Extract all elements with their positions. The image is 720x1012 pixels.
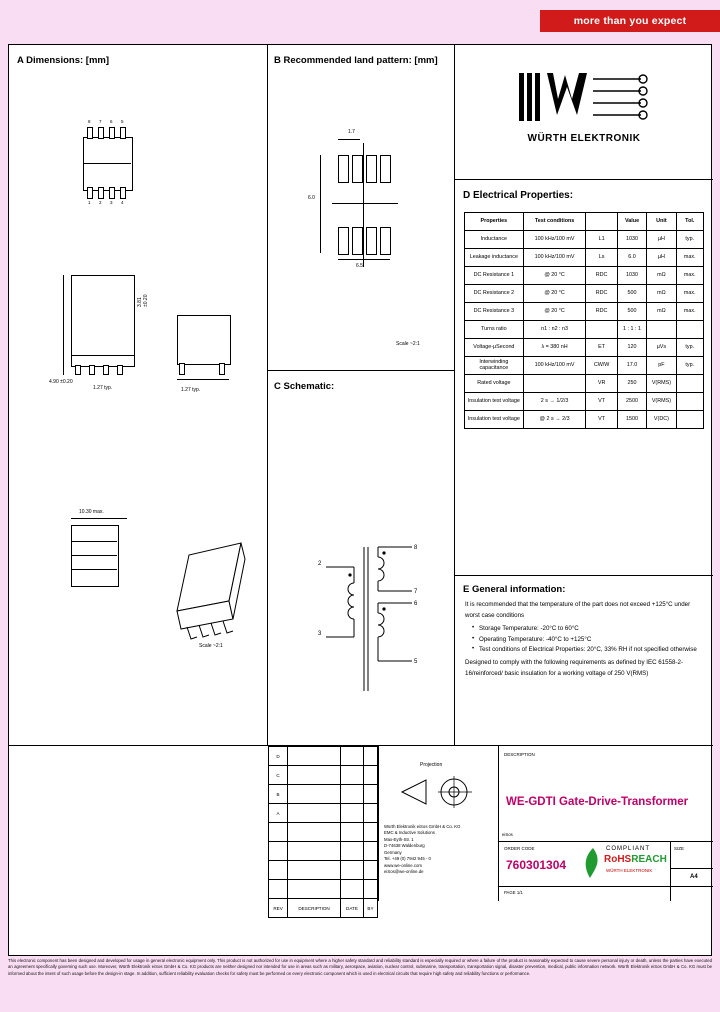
- pin: [89, 365, 95, 375]
- table-row: [269, 880, 378, 899]
- pin-number: 4: [121, 200, 124, 205]
- projection-symbol-icon: [396, 770, 480, 814]
- address-line: Würth Elektronik eiSos GmbH & Co. KG: [384, 824, 461, 829]
- th-value: Value: [617, 213, 646, 231]
- pin: [103, 365, 109, 375]
- rev-letter: [269, 842, 288, 861]
- rev-by: [363, 747, 377, 766]
- land-pad: [338, 227, 349, 255]
- address-line: Tel. +49 (0) 7942 945 - 0: [384, 856, 431, 862]
- cell-property: Voltage-μSecond: [465, 339, 524, 357]
- rev-date: [341, 861, 364, 880]
- dimension-label: 1.27 typ.: [181, 387, 201, 393]
- section-e-title: E General information:: [463, 584, 566, 595]
- divider: [498, 746, 499, 901]
- section-dimensions: [9, 45, 267, 745]
- cell-symbol: CW/W: [586, 357, 617, 375]
- cell-condition: n1 : n2 : n3: [523, 321, 586, 339]
- schematic-svg: [308, 541, 438, 701]
- datasheet-sheet: [8, 44, 712, 956]
- cell-tol: max.: [676, 303, 703, 321]
- package-line: [71, 569, 117, 570]
- centerline-h: [332, 203, 398, 204]
- cell-tol: typ.: [676, 339, 703, 357]
- description-label: DESCRIPTION: [504, 752, 535, 757]
- dimension-line: [71, 518, 127, 519]
- cell-tol: typ.: [676, 231, 703, 249]
- land-pad: [366, 227, 377, 255]
- rev-by: [363, 785, 377, 804]
- land-pad: [380, 155, 391, 183]
- cell-property: Leakage inductance: [465, 249, 524, 267]
- product-description: WE-GDTI Gate-Drive-Transformer: [506, 796, 689, 808]
- rev-letter: C: [269, 766, 288, 785]
- cell-unit: µVs: [647, 339, 676, 357]
- table-row: [269, 804, 378, 823]
- table-row: [465, 249, 704, 267]
- package-body-side: [71, 275, 135, 357]
- dimension-label: 3.81 ±0.20: [137, 294, 149, 307]
- rev-date: [341, 842, 364, 861]
- cell-condition: 100 kHz/100 mV: [523, 249, 586, 267]
- table-row: [465, 357, 704, 375]
- table-header-row: [465, 213, 704, 231]
- cell-symbol: L1: [586, 231, 617, 249]
- cell-value: 1500: [617, 411, 646, 429]
- centerline: [83, 163, 131, 164]
- general-info-text: [465, 600, 705, 680]
- th-unit: Unit: [647, 213, 676, 231]
- company-name: WÜRTH ELEKTRONIK: [527, 133, 641, 144]
- rev-date: [341, 785, 364, 804]
- rev-by: [363, 880, 377, 899]
- cell-tol: max.: [676, 249, 703, 267]
- cell-unit: µH: [647, 231, 676, 249]
- section-a-title: A Dimensions: [mm]: [17, 55, 110, 66]
- scale-label: Scale ~2:1: [396, 341, 420, 347]
- rev-date: [341, 823, 364, 842]
- banner-text: more than you expect: [573, 15, 687, 27]
- land-pad: [352, 155, 363, 183]
- table-row: [465, 339, 704, 357]
- rev-col-desc: DESCRIPTION: [288, 899, 341, 918]
- rohs-reach-text: [604, 854, 667, 865]
- rev-desc: [288, 842, 341, 861]
- cell-property: Turns ratio: [465, 321, 524, 339]
- size-label: SIZE: [674, 846, 685, 851]
- cell-unit: [647, 321, 676, 339]
- rev-desc: [288, 804, 341, 823]
- table-row: [465, 267, 704, 285]
- package-3d-view: [159, 515, 269, 655]
- cell-tol: [676, 321, 703, 339]
- cell-symbol: VR: [586, 375, 617, 393]
- rev-by: [363, 823, 377, 842]
- table-row: [465, 375, 704, 393]
- package-side-view: [49, 275, 149, 395]
- leaf-icon: [580, 846, 606, 880]
- rev-letter: [269, 823, 288, 842]
- cell-tol: max.: [676, 267, 703, 285]
- th-test-conditions: Test conditions: [523, 213, 586, 231]
- cell-symbol: RDC: [586, 303, 617, 321]
- pin-number: 6: [110, 119, 113, 124]
- list-item: • Storage Temperature: -20°C to 60°C: [474, 624, 705, 635]
- reach-text: REACH: [631, 854, 667, 865]
- dimension-label: 1.27 typ.: [93, 385, 113, 391]
- pin: [179, 363, 185, 375]
- address-line: Germany: [384, 849, 402, 855]
- table-row: [465, 303, 704, 321]
- cell-property: Insulation test voltage: [465, 411, 524, 429]
- centerline-v: [363, 143, 364, 267]
- cell-value: 500: [617, 303, 646, 321]
- th-properties: Properties: [465, 213, 524, 231]
- cell-condition: λ = 380 nH: [523, 339, 586, 357]
- cell-tol: [676, 375, 703, 393]
- cell-unit: pF: [647, 357, 676, 375]
- cell-property: Interwinding capacitance: [465, 357, 524, 375]
- land-pad: [380, 227, 391, 255]
- cell-condition: 100 kHz/100 mV: [523, 357, 586, 375]
- dimension-line: [338, 139, 360, 140]
- pin: [75, 365, 81, 375]
- section-general-information: [455, 576, 713, 745]
- table-row: [269, 842, 378, 861]
- cell-condition: 2 s → 1/2/3: [523, 393, 586, 411]
- cell-unit: µH: [647, 249, 676, 267]
- page-label: PAGE 1/1: [504, 890, 523, 895]
- company-address: [384, 824, 496, 876]
- divider: [670, 868, 713, 869]
- svg-text:5: 5: [414, 659, 418, 665]
- electrical-properties-table: [464, 212, 704, 429]
- pin-number: 7: [99, 119, 102, 124]
- pin: [120, 187, 126, 199]
- cell-property: Rated voltage: [465, 375, 524, 393]
- svg-text:7: 7: [414, 589, 418, 595]
- package-body-end: [177, 315, 231, 365]
- cell-condition: @ 20 °C: [523, 285, 586, 303]
- dimension-label: 4.90 ±0.20: [49, 379, 73, 385]
- list-item: • Test conditions of Electrical Properties: 20°C, 33% RH if not specified otherwise: [474, 645, 705, 656]
- cell-tol: [676, 411, 703, 429]
- table-row: [269, 785, 378, 804]
- package-line: [71, 541, 117, 542]
- cell-value: 120: [617, 339, 646, 357]
- pin: [109, 187, 115, 199]
- rev-desc: [288, 880, 341, 899]
- cell-symbol: Ls: [586, 249, 617, 267]
- table-row: [269, 823, 378, 842]
- wurth-elektronik-logo: [515, 67, 655, 127]
- pin: [219, 363, 225, 375]
- table-row: [465, 411, 704, 429]
- divider: [378, 746, 379, 901]
- dimension-label: 6.0: [308, 195, 315, 201]
- pin-number: 8: [88, 119, 91, 124]
- projection-company-block: [378, 746, 498, 901]
- rev-date: [341, 766, 364, 785]
- package-body-bottom: [71, 525, 119, 587]
- rohs-text: RoHS: [604, 854, 632, 865]
- dimension-label: 10.30 max.: [79, 509, 104, 515]
- pin-number: 2: [99, 200, 102, 205]
- rev-desc: [288, 823, 341, 842]
- address-line: Max-Eyth-Str. 1: [384, 836, 414, 842]
- rev-by: [363, 804, 377, 823]
- divider: [670, 841, 671, 901]
- cell-value: 17.0: [617, 357, 646, 375]
- cell-value: 1030: [617, 267, 646, 285]
- cell-unit: V(DC): [647, 411, 676, 429]
- compliant-text: COMPLIANT: [606, 846, 651, 852]
- rev-desc: [288, 861, 341, 880]
- section-schematic: [268, 371, 454, 745]
- general-info-bullets: [465, 624, 705, 657]
- divider: [498, 841, 713, 842]
- cell-condition: [523, 375, 586, 393]
- section-b-title: B Recommended land pattern: [mm]: [274, 55, 438, 66]
- rev-letter: B: [269, 785, 288, 804]
- table-row: [269, 766, 378, 785]
- pin: [98, 127, 104, 139]
- package-body: [83, 137, 133, 191]
- legal-footer: This electronic component has been designed and developed for usage in general electronic equipment only. This product is not authorized for use in equipment where a higher safety standard and reliability standard is especially required or where a failure of the product is reasonably expected to cause severe personal injury or death, unless the parties have executed an agreement specifically governing such use. Moreover, Würth Elektronik eiSos GmbH & Co. KG products are neither designed nor intended for use in areas such as military, aerospace, aviation, nuclear control, submarine, transportation, transportation signal, disaster prevention, medical, public information network. Würth Elektronik eiSos GmbH & Co. KG must be informed about the intent of such usage before the design-in stage. In addition, sufficient reliability evaluation checks for safety must be performed on every electronic component which is used in electrical circuits that require high safety and reliability functions or performance.: [8, 958, 712, 976]
- address-line: eiSos@we-online.de: [384, 869, 424, 875]
- cell-unit: V(RMS): [647, 375, 676, 393]
- pin: [117, 365, 123, 375]
- pin-number: 1: [88, 200, 91, 205]
- general-info-intro: It is recommended that the temperature of the part does not exceed +125°C under worst case conditions: [465, 601, 691, 619]
- ordercode-label: ORDER CODE: [504, 846, 535, 851]
- dimension-line: [338, 259, 390, 260]
- list-item: • Operating Temperature: -40°C to +125°C: [474, 635, 705, 646]
- cell-property: Inductance: [465, 231, 524, 249]
- description-block: [498, 746, 713, 901]
- general-info-note: Designed to comply with the following requirements as defined by IEC 61558-2-16/reinforced/ basic insulation for a working voltage of 250 V(RMS): [465, 659, 684, 678]
- package-bottom-view: [71, 509, 131, 603]
- pin-number: 5: [121, 119, 124, 124]
- rev-col-date: DATE: [341, 899, 364, 918]
- cell-property: DC Resistance 2: [465, 285, 524, 303]
- divider: [498, 886, 713, 887]
- table-row: [269, 861, 378, 880]
- scale-label: Scale ~2:1: [199, 643, 223, 649]
- rev-desc: [288, 785, 341, 804]
- rohs-compliant-mark: [580, 844, 670, 884]
- cell-tol: typ.: [676, 357, 703, 375]
- pin-number: 3: [110, 200, 113, 205]
- cell-unit: mΩ: [647, 303, 676, 321]
- size-value: A4: [690, 874, 698, 880]
- svg-text:3: 3: [318, 631, 322, 637]
- rev-desc: [288, 747, 341, 766]
- rev-letter: [269, 861, 288, 880]
- svg-text:8: 8: [414, 545, 418, 551]
- section-c-title: C Schematic:: [274, 381, 335, 392]
- pin: [87, 187, 93, 199]
- pin: [87, 127, 93, 139]
- land-pad: [338, 155, 349, 183]
- cell-unit: mΩ: [647, 267, 676, 285]
- package-top-view: [71, 119, 143, 205]
- th-symbol: [586, 213, 617, 231]
- dimension-line: [320, 155, 321, 253]
- cell-value: 1030: [617, 231, 646, 249]
- svg-text:2: 2: [318, 561, 322, 567]
- logo-block: [455, 45, 713, 180]
- cell-condition: 100 kHz/100 mV: [523, 231, 586, 249]
- table-header-row: [269, 899, 378, 918]
- rev-letter: A: [269, 804, 288, 823]
- table-row: [465, 393, 704, 411]
- address-line: D-74638 Waldenburg: [384, 843, 425, 849]
- cell-tol: [676, 393, 703, 411]
- section-d-title: D Electrical Properties:: [463, 190, 574, 201]
- revision-table: [268, 746, 378, 918]
- package-line: [71, 555, 117, 556]
- dimension-line: [63, 275, 64, 375]
- rev-col-rev: REV: [269, 899, 288, 918]
- th-tol: Tol.: [676, 213, 703, 231]
- pin: [109, 127, 115, 139]
- address-line: www.we-online.com: [384, 862, 422, 868]
- cell-symbol: VT: [586, 411, 617, 429]
- cell-value: 2500: [617, 393, 646, 411]
- table-row: [269, 747, 378, 766]
- table-row: [465, 321, 704, 339]
- rohs-subtext: WÜRTH ELEKTRONIK: [606, 868, 653, 873]
- rev-col-by: BY: [363, 899, 377, 918]
- cell-property: Insulation test voltage: [465, 393, 524, 411]
- land-pad: [366, 155, 377, 183]
- cell-condition: @ 2 s → 2/3: [523, 411, 586, 429]
- cell-value: 1 : 1 : 1: [617, 321, 646, 339]
- cell-symbol: [586, 321, 617, 339]
- section-land-pattern: [268, 45, 454, 370]
- address-line: EMC & Inductive Solutions: [384, 830, 435, 836]
- cell-value: 500: [617, 285, 646, 303]
- rev-by: [363, 766, 377, 785]
- business-unit: eiSos: [502, 832, 513, 837]
- cell-symbol: RDC: [586, 267, 617, 285]
- rev-date: [341, 747, 364, 766]
- cell-symbol: ET: [586, 339, 617, 357]
- table-row: [465, 231, 704, 249]
- package-end-view: [177, 315, 247, 395]
- pin: [98, 187, 104, 199]
- cell-symbol: RDC: [586, 285, 617, 303]
- projection-label: Projection: [420, 762, 443, 768]
- cell-property: DC Resistance 1: [465, 267, 524, 285]
- dimension-label: 6.5: [356, 263, 363, 269]
- pin: [120, 127, 126, 139]
- cell-tol: max.: [676, 285, 703, 303]
- cell-unit: mΩ: [647, 285, 676, 303]
- rev-letter: D: [269, 747, 288, 766]
- order-code: 760301304: [506, 858, 567, 872]
- rev-by: [363, 861, 377, 880]
- cell-unit: V(RMS): [647, 393, 676, 411]
- package-3d-svg: [159, 515, 269, 655]
- dimension-line: [177, 379, 229, 380]
- cell-condition: @ 20 °C: [523, 303, 586, 321]
- cell-condition: @ 20 °C: [523, 267, 586, 285]
- cell-value: 6.0: [617, 249, 646, 267]
- cell-symbol: VT: [586, 393, 617, 411]
- dimension-label: 1.7: [348, 129, 355, 135]
- svg-text:6: 6: [414, 601, 418, 607]
- section-electrical-properties: [455, 180, 713, 575]
- banner-more-than-you-expect: [540, 10, 720, 32]
- revision-block: [268, 746, 378, 911]
- rev-desc: [288, 766, 341, 785]
- land-pad: [352, 227, 363, 255]
- cell-value: 250: [617, 375, 646, 393]
- rev-letter: [269, 880, 288, 899]
- table-row: [465, 285, 704, 303]
- rev-date: [341, 880, 364, 899]
- rev-date: [341, 804, 364, 823]
- rev-by: [363, 842, 377, 861]
- cell-property: DC Resistance 3: [465, 303, 524, 321]
